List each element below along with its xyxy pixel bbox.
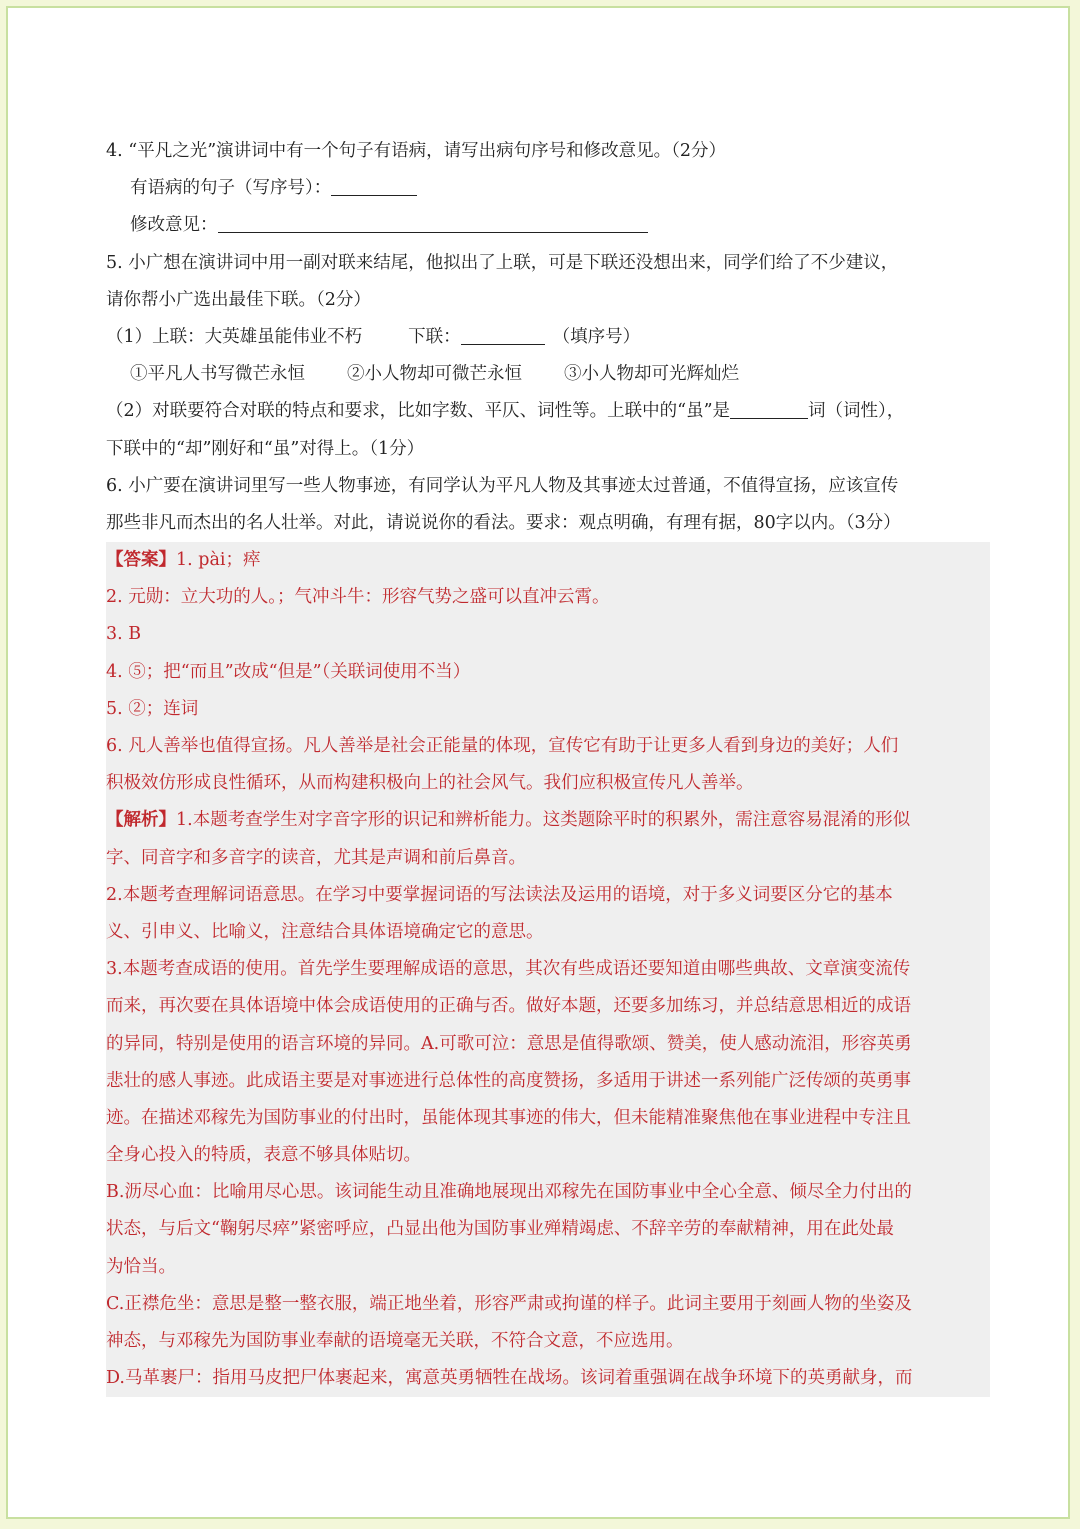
q4-revise-label: 修改意见： [130, 215, 218, 236]
q5-lower-label: 下联： [408, 326, 461, 347]
analysis-b-line-2: 状态，与后文“鞠躬尽瘁”紧密呼应，凸显出他为国防事业殚精竭虑、不辞辛劳的奉献精神，用在此处最 [106, 1219, 894, 1240]
q5-options-line [106, 356, 990, 393]
analysis-3-line-2: 而来，再次要在具体语境中体会成语使用的正确与否。做好本题，还要多加练习，并总结意思相近的成语 [106, 996, 911, 1017]
analysis-b-line-3: 为恰当。 [106, 1256, 176, 1277]
answer-2: 2. 元勋：立大功的人。；气冲斗牛：形容气势之盛可以直冲云霄。 [106, 587, 610, 608]
q4-revise-line [106, 207, 990, 244]
analysis-c-line-2: 神态，与邓稼先为国防事业奉献的语境毫无关联，不符合文意，不应选用。 [106, 1331, 684, 1351]
document-content [106, 133, 990, 1397]
q6-stem-1: 6. 小广要在演讲词里写一些人物事迹，有同学认为平凡人物及其事迹太过普通，不值得宣扬，应该宣传 [106, 475, 899, 496]
answer-1: 1. pài；瘁 [176, 550, 261, 571]
q5-part2-text-b: 词（词性）， [808, 401, 905, 422]
analysis-3-line-6: 全身心投入的特质，表意不够具体贴切。 [106, 1145, 421, 1166]
q4-revise-blank[interactable] [218, 214, 648, 233]
document-page [6, 6, 1070, 1519]
analysis-d-line-1: D.马革裹尸：指用马皮把尸体裹起来，寓意英勇牺牲在战场。该词着重强调在战争环境下的英勇献身，而 [106, 1368, 913, 1389]
q5-part2-text-c: 下联中的“却”刚好和“虽”对得上。（1分） [106, 438, 425, 459]
q5-option-1: ①平凡人书写微芒永恒 [130, 364, 305, 385]
q5-option-3: ③小人物却可光辉灿烂 [564, 364, 739, 385]
q5-stem-2: 请你帮小广选出最佳下联。（2分） [106, 289, 371, 310]
analysis-1-line-1: 1.本题考查学生对字音字形的识记和辨析能力。这类题除平时的积累外，需注意容易混淆的形似 [176, 810, 911, 831]
analysis-3-line-1: 3.本题考查成语的使用。首先学生要理解成语的意思，其次有些成语还要知道由哪些典故、文章演变流传 [106, 959, 911, 980]
q5-part2-text-a: （2）对联要符合对联的特点和要求，比如字数、平仄、词性等。上联中的“虽”是 [106, 401, 731, 422]
analysis-3-line-5: 迹。在描述邓稼先为国防事业的付出时，虽能体现其事迹的伟大，但未能精准聚焦他在事业进程中专注且 [106, 1107, 911, 1128]
q4-stem: 4. “平凡之光”演讲词中有一个句子有语病，请写出病句序号和修改意见。（2分） [106, 141, 727, 161]
q5-upper-couplet: （1）上联：大英雄虽能伟业不朽 [106, 326, 363, 347]
analysis-2-line-2: 义、引申义、比喻义，注意结合具体语境确定它的意思。 [106, 921, 544, 942]
q4-sentence-line [106, 170, 990, 207]
analysis-b-line-1: B.沥尽心血：比喻用尽心思。该词能生动且准确地展现出邓稼先在国防事业中全心全意、倾尽全力付出的 [106, 1182, 912, 1203]
answer-3: 3. B [106, 624, 142, 645]
q5-part1-line [106, 319, 990, 356]
answer-6-line-1: 6. 凡人善举也值得宣扬。凡人善举是社会正能量的体现，宣传它有助于让更多人看到身边的美好；人们 [106, 736, 899, 756]
q5-option-2: ②小人物却可微芒永恒 [347, 364, 522, 385]
answer-tag: 【答案】 [106, 550, 176, 571]
analysis-line-1 [106, 802, 990, 839]
q6-stem-2: 那些非凡而杰出的名人壮举。对此，请说说你的看法。要求：观点明确，有理有据，80字以内。（3分） [106, 512, 901, 533]
answer-5: 5. ②；连词 [106, 698, 199, 719]
analysis-tag: 【解析】 [106, 810, 176, 831]
q4-sentence-blank[interactable] [331, 177, 417, 196]
q5-part2-blank[interactable] [730, 400, 808, 419]
answer-block [106, 542, 990, 1397]
analysis-3-line-4: 悲壮的感人事迹。此成语主要是对事迹进行总体性的高度赞扬，多适用于讲述一系列能广泛传颂的英勇事 [106, 1070, 911, 1091]
q4-sentence-label: 有语病的句子（写序号）： [130, 178, 332, 199]
analysis-3-line-3: 的异同，特别是使用的语言环境的异同。A.可歌可泣：意思是值得歌颂、赞美，使人感动流泪，形容英勇 [106, 1033, 912, 1054]
analysis-c-line-1: C.正襟危坐：意思是整一整衣服，端正地坐着，形容严肃或拘谨的样子。此词主要用于刻画人物的坐姿及 [106, 1293, 912, 1314]
analysis-1-line-2: 字、同音字和多音字的读音，尤其是声调和前后鼻音。 [106, 847, 526, 868]
q5-lower-blank[interactable] [461, 326, 545, 345]
analysis-2-line-1: 2.本题考查理解词语意思。在学习中要掌握词语的写法读法及运用的语境，对于多义词要区分它的基本 [106, 884, 893, 905]
q5-stem-1: 5. 小广想在演讲词中用一副对联来结尾，他拟出了上联，可是下联还没想出来，同学们给了不少建议， [106, 252, 899, 273]
answer-4: 4. ⑤；把“而且”改成“但是”（关联词使用不当） [106, 661, 471, 682]
q5-part2-line [106, 393, 990, 430]
q5-fill-hint: （填序号） [552, 326, 641, 347]
answer-line-1 [106, 542, 990, 579]
answer-6-line-2: 积极效仿形成良性循环，从而构建积极向上的社会风气。我们应积极宣传凡人善举。 [106, 773, 754, 794]
